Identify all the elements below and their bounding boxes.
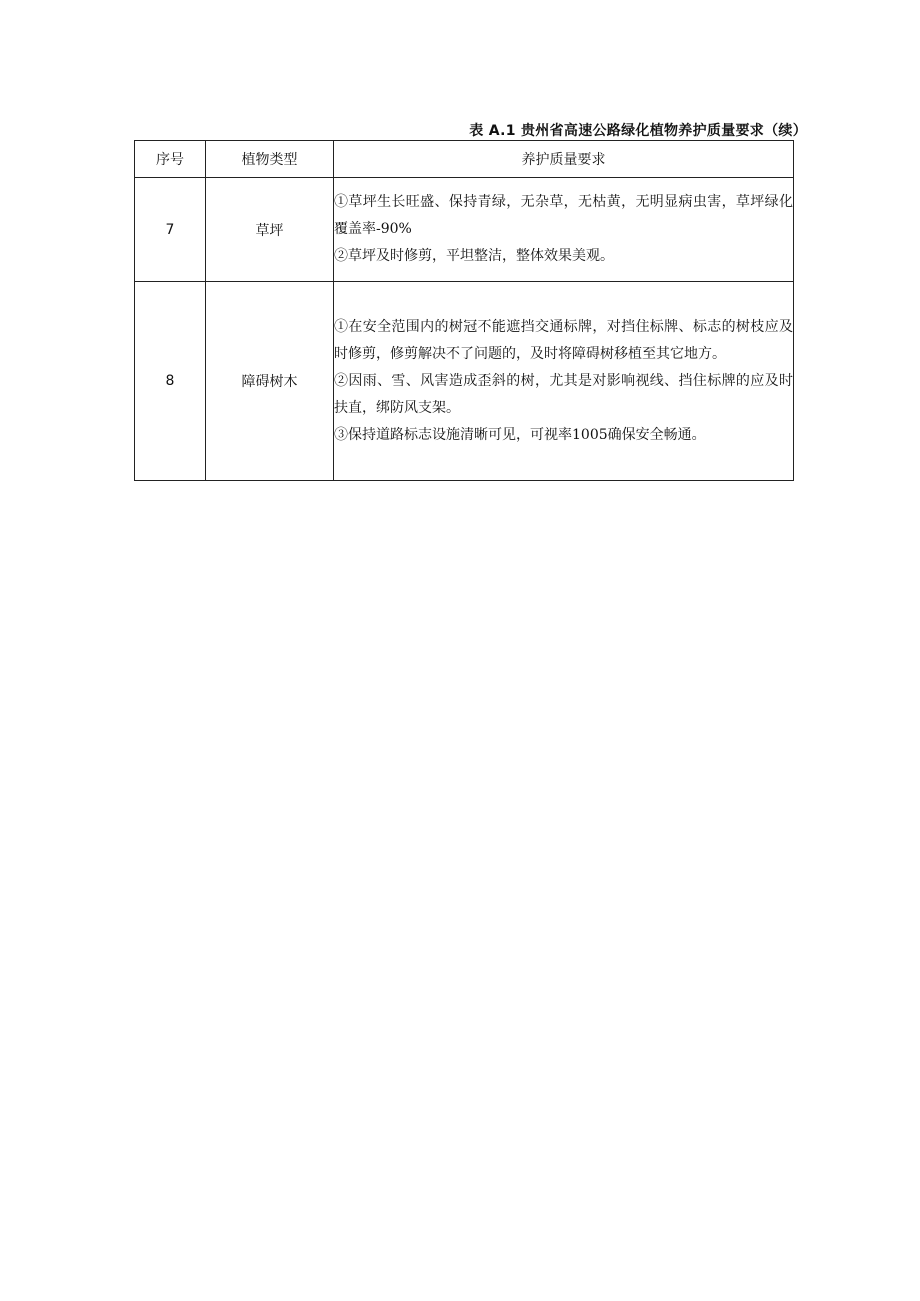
- requirement-item: ①在安全范围内的树冠不能遮挡交通标牌，对挡住标牌、标志的树枝应及时修剪，修剪解决不了问题的，及时将障碍树移植至其它地方。: [334, 318, 793, 362]
- requirement-item: ①草坪生长旺盛、保持青绿，无杂草，无枯黄，无明显病虫害，草坪绿化覆盖率-90%: [334, 194, 793, 237]
- header-requirement: 养护质量要求: [334, 141, 794, 178]
- table-header-row: [135, 141, 794, 178]
- plant-type: 草坪: [206, 178, 334, 282]
- row-number: 8: [135, 282, 206, 481]
- table-row: [135, 282, 794, 481]
- maintenance-requirements-table: [134, 140, 794, 481]
- requirement-cell: [334, 282, 794, 481]
- header-no: 序号: [135, 141, 206, 178]
- requirement-item: ②因雨、雪、风害造成歪斜的树，尤其是对影响视线、挡住标牌的应及时扶直，绑防风支架。: [334, 372, 793, 416]
- requirement-item: ③保持道路标志设施清晰可见，可视率1005确保安全畅通。: [334, 426, 706, 443]
- row-number: 7: [135, 178, 206, 282]
- requirement-item: ②草坪及时修剪，平坦整洁，整体效果美观。: [334, 248, 614, 264]
- requirement-cell: [334, 178, 794, 282]
- table-row: [135, 178, 794, 282]
- table-caption: 表 A.1 贵州省高速公路绿化植物养护质量要求（续）: [469, 123, 807, 139]
- plant-type: 障碍树木: [206, 282, 334, 481]
- header-plant-type: 植物类型: [206, 141, 334, 178]
